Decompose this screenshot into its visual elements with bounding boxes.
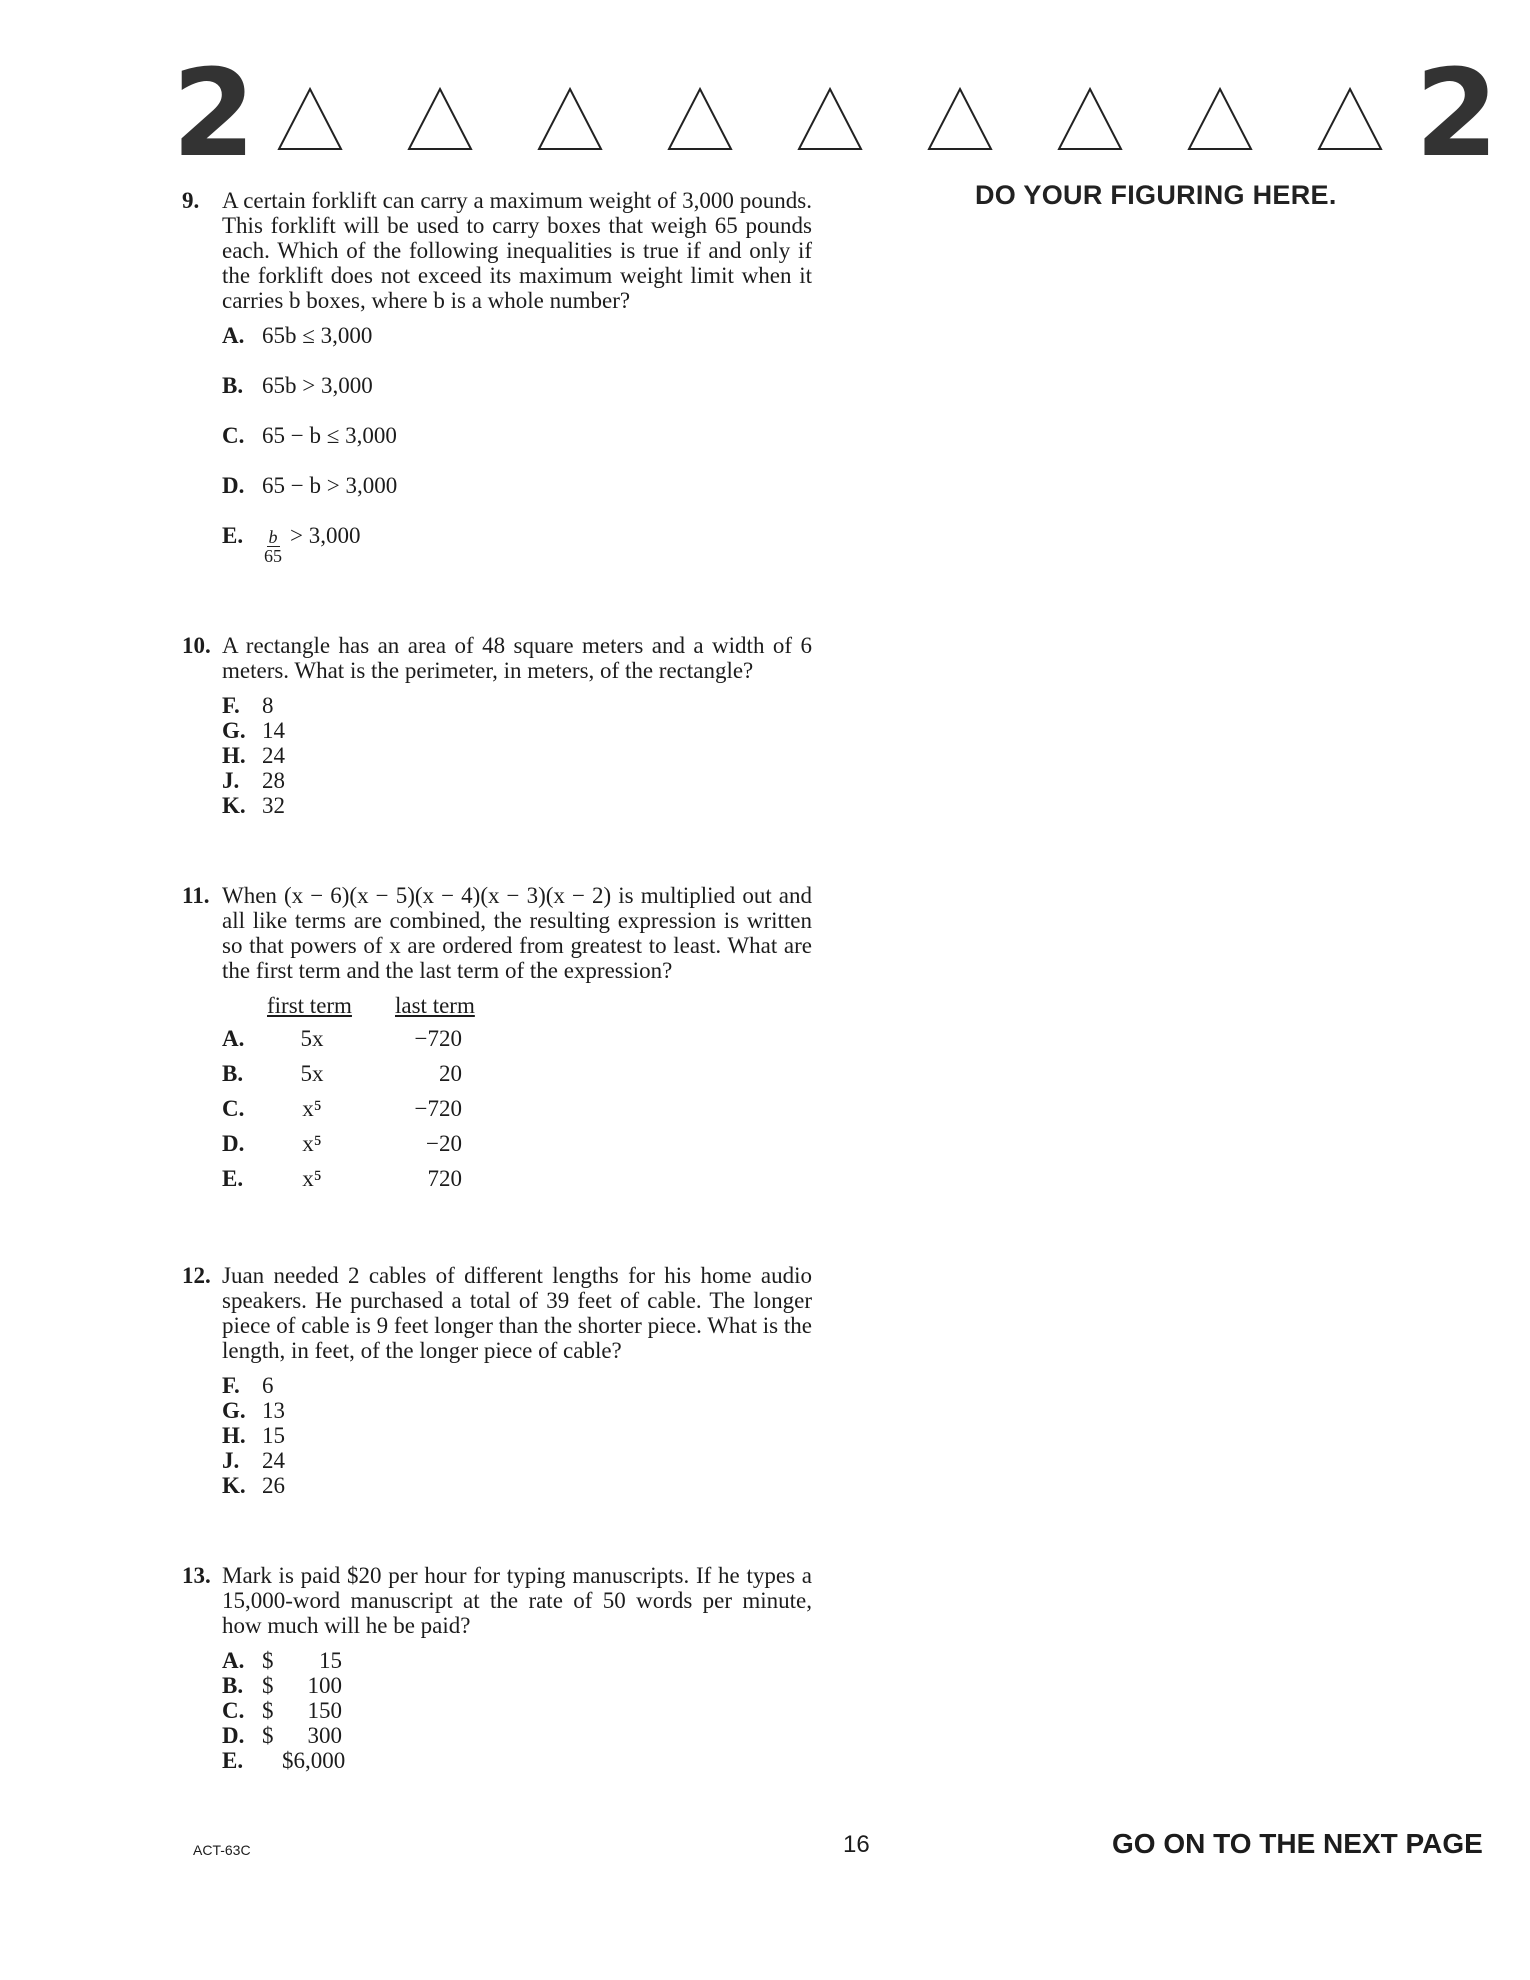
answer-choice-e[interactable] bbox=[222, 523, 812, 565]
choice-letter: C. bbox=[222, 423, 245, 448]
fraction-numerator: b bbox=[268, 527, 278, 547]
triangle-icon bbox=[665, 85, 735, 155]
question-number: 10. bbox=[182, 633, 211, 658]
answer-choice-f[interactable] bbox=[222, 693, 812, 718]
answer-choice-d[interactable] bbox=[222, 473, 812, 498]
triangle-icon bbox=[275, 85, 345, 155]
choice-text: 24 bbox=[262, 1448, 285, 1473]
question-12 bbox=[182, 1263, 812, 1498]
question-number: 12. bbox=[182, 1263, 211, 1288]
answer-choice-d[interactable] bbox=[222, 1131, 812, 1166]
choice-letter: E. bbox=[222, 1166, 244, 1191]
first-term-value: x⁵ bbox=[302, 1166, 322, 1191]
question-stem: A rectangle has an area of 48 square meters and a width of 6 meters. What is the perimeter, in meters, of the rectangle? bbox=[222, 633, 812, 683]
triangle-row bbox=[275, 85, 1395, 165]
choice-text: 14 bbox=[262, 718, 285, 743]
question-number: 11. bbox=[182, 883, 210, 908]
last-term-value: −20 bbox=[426, 1131, 462, 1156]
choice-text: 32 bbox=[262, 793, 285, 818]
dollar-sign: $ bbox=[262, 1698, 274, 1723]
answer-choice-c[interactable] bbox=[222, 1698, 812, 1723]
choice-text: 65b ≤ 3,000 bbox=[262, 323, 373, 348]
choice-letter: G. bbox=[222, 1398, 246, 1423]
fraction-denominator: 65 bbox=[264, 546, 282, 566]
triangle-icon bbox=[535, 85, 605, 155]
question-stem: Mark is paid $20 per hour for typing manuscripts. If he types a 15,000-word manuscript at the rate of 50 words per minute, how much will he be paid? bbox=[222, 1563, 812, 1638]
answer-choice-b[interactable] bbox=[222, 373, 812, 398]
dollar-sign: $ bbox=[262, 1723, 274, 1748]
question-10 bbox=[182, 633, 812, 818]
choice-letter: E. bbox=[222, 1748, 244, 1773]
choice-letter: C. bbox=[222, 1698, 245, 1723]
answer-choice-a[interactable] bbox=[222, 323, 812, 348]
triangle-icon bbox=[1055, 85, 1125, 155]
answer-choice-a[interactable] bbox=[222, 1648, 812, 1673]
choice-text: 8 bbox=[262, 693, 274, 718]
choice-letter: H. bbox=[222, 1423, 246, 1448]
section-number-left: 2 bbox=[172, 45, 256, 184]
last-term-value: 20 bbox=[439, 1061, 462, 1086]
choice-letter: H. bbox=[222, 743, 246, 768]
choice-letter: K. bbox=[222, 1473, 246, 1498]
choice-letter: E. bbox=[222, 523, 244, 548]
answer-choice-c[interactable] bbox=[222, 423, 812, 448]
question-9 bbox=[182, 188, 812, 590]
choice-letter: A. bbox=[222, 1648, 245, 1673]
choice-letter: B. bbox=[222, 373, 244, 398]
choice-amount: 150 bbox=[307, 1698, 342, 1723]
answer-choice-g[interactable] bbox=[222, 718, 812, 743]
fraction bbox=[262, 528, 284, 565]
choice-letter: B. bbox=[222, 1061, 244, 1086]
first-term-value: 5x bbox=[300, 1026, 324, 1051]
choice-text: 26 bbox=[262, 1473, 285, 1498]
answer-choices bbox=[222, 693, 812, 818]
answer-choice-k[interactable] bbox=[222, 1473, 812, 1498]
last-term-value: −720 bbox=[414, 1026, 462, 1051]
answer-choice-f[interactable] bbox=[222, 1373, 812, 1398]
triangle-icon bbox=[795, 85, 865, 155]
column-header-last-term: last term bbox=[395, 993, 475, 1018]
answer-choice-e[interactable] bbox=[222, 1748, 812, 1773]
choice-letter: D. bbox=[222, 473, 245, 498]
answer-choice-b[interactable] bbox=[222, 1061, 812, 1096]
choice-letter: G. bbox=[222, 718, 246, 743]
choice-letter: F. bbox=[222, 1373, 240, 1398]
choice-letter: D. bbox=[222, 1131, 245, 1156]
answer-choice-a[interactable] bbox=[222, 1026, 812, 1061]
question-stem: Juan needed 2 cables of different lengths for his home audio speakers. He purchased a total of 39 feet of cable. The longer piece of cable is 9 feet longer than the shorter piece. What is the length, in feet, of the longer piece of cable? bbox=[222, 1263, 812, 1363]
choice-text: 6 bbox=[262, 1373, 274, 1398]
choice-letter: B. bbox=[222, 1673, 244, 1698]
last-term-value: −720 bbox=[414, 1096, 462, 1121]
choice-text: 24 bbox=[262, 743, 285, 768]
triangle-icon bbox=[1315, 85, 1385, 155]
last-term-value: 720 bbox=[427, 1166, 462, 1191]
answer-choice-g[interactable] bbox=[222, 1398, 812, 1423]
answer-choice-b[interactable] bbox=[222, 1673, 812, 1698]
question-stem: A certain forklift can carry a maximum weight of 3,000 pounds. This forklift will be used to carry boxes that weigh 65 pounds each. Which of the following inequalities is true if and only if the forklift does not exceed its maximum weight limit when it carries b boxes, where b is a whole number? bbox=[222, 188, 812, 313]
question-number: 13. bbox=[182, 1563, 211, 1588]
answer-choice-k[interactable] bbox=[222, 793, 812, 818]
triangle-icon bbox=[405, 85, 475, 155]
choice-letter: F. bbox=[222, 693, 240, 718]
question-number: 9. bbox=[182, 188, 200, 213]
choice-amount: 300 bbox=[307, 1723, 342, 1748]
choice-letter: A. bbox=[222, 1026, 245, 1051]
form-code: ACT-63C bbox=[193, 1842, 251, 1858]
choice-text: 13 bbox=[262, 1398, 285, 1423]
first-term-value: 5x bbox=[300, 1061, 324, 1086]
answer-table-header bbox=[267, 993, 812, 1018]
answer-choice-h[interactable] bbox=[222, 743, 812, 768]
choice-text: 65 − b ≤ 3,000 bbox=[262, 423, 397, 448]
question-11 bbox=[182, 883, 812, 1201]
choice-text: 28 bbox=[262, 768, 285, 793]
choice-letter: D. bbox=[222, 1723, 245, 1748]
choice-amount: $6,000 bbox=[282, 1748, 346, 1773]
answer-choice-e[interactable] bbox=[222, 1166, 812, 1201]
choice-letter: J. bbox=[222, 1448, 240, 1473]
question-stem: When (x − 6)(x − 5)(x − 4)(x − 3)(x − 2) is multiplied out and all like terms are combined, the resulting expression is written so that powers of x are ordered from greatest to least. What are the first term and the last term of the expression? bbox=[222, 883, 812, 983]
page-number: 16 bbox=[843, 1831, 870, 1858]
section-number-right: 2 bbox=[1415, 45, 1499, 184]
choice-text: 65 − b > 3,000 bbox=[262, 473, 398, 498]
column-header-first-term: first term bbox=[267, 993, 352, 1018]
figuring-label: DO YOUR FIGURING HERE. bbox=[975, 180, 1337, 210]
choice-letter: A. bbox=[222, 323, 245, 348]
choice-text: 65b > 3,000 bbox=[262, 373, 373, 398]
question-13 bbox=[182, 1563, 812, 1773]
answer-choice-c[interactable] bbox=[222, 1096, 812, 1131]
choice-text: 15 bbox=[262, 1423, 285, 1448]
answer-choices bbox=[222, 323, 812, 565]
answer-choice-d[interactable] bbox=[222, 1723, 812, 1748]
triangle-icon bbox=[1185, 85, 1255, 155]
choice-letter: J. bbox=[222, 768, 240, 793]
answer-choice-h[interactable] bbox=[222, 1423, 812, 1448]
choice-letter: K. bbox=[222, 793, 246, 818]
go-on-next-page: GO ON TO THE NEXT PAGE bbox=[1112, 1828, 1483, 1859]
choice-amount: 15 bbox=[319, 1648, 342, 1673]
answer-choices bbox=[222, 1373, 812, 1498]
answer-choices bbox=[222, 1648, 812, 1773]
choice-letter: C. bbox=[222, 1096, 245, 1121]
dollar-sign: $ bbox=[262, 1673, 274, 1698]
first-term-value: x⁵ bbox=[302, 1096, 322, 1121]
answer-choice-j[interactable] bbox=[222, 1448, 812, 1473]
triangle-icon bbox=[925, 85, 995, 155]
answer-table bbox=[222, 993, 812, 1201]
dollar-sign: $ bbox=[262, 1648, 274, 1673]
answer-choice-j[interactable] bbox=[222, 768, 812, 793]
choice-text: > 3,000 bbox=[290, 523, 361, 548]
choice-amount: 100 bbox=[307, 1673, 342, 1698]
first-term-value: x⁵ bbox=[302, 1131, 322, 1156]
